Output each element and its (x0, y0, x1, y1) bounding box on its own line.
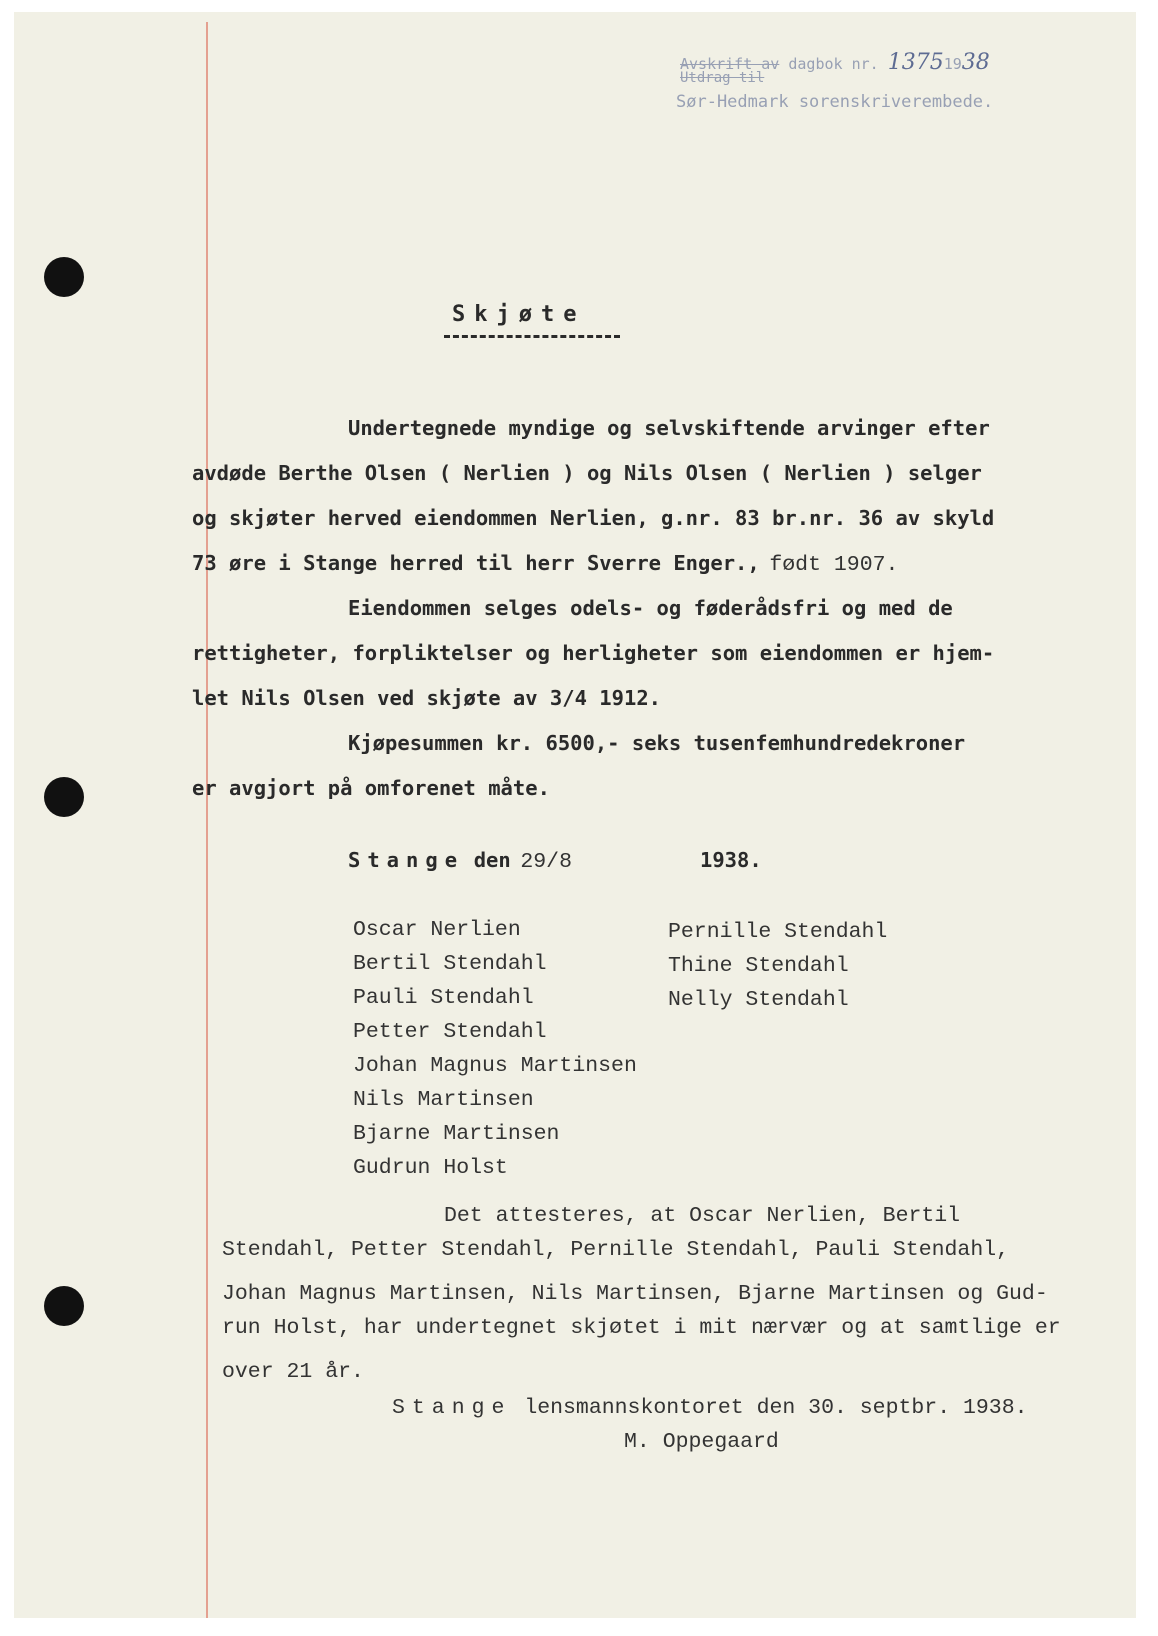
document-page (14, 12, 1136, 1618)
attestation-line: over 21 år. (222, 1360, 364, 1384)
paragraph2-line: Eiendommen selges odels- og føderådsfri og med de (348, 596, 953, 620)
place-date-year: 1938. (700, 848, 762, 872)
signature-name: Oscar Nerlien (353, 918, 521, 942)
title-underline (444, 335, 620, 338)
paragraph1-line: avdøde Berthe Olsen ( Nerlien ) og Nils Olsen ( Nerlien ) selger (192, 461, 982, 485)
stamp-year-suffix: 38 (961, 50, 990, 75)
attestation-office-date: lensmannskontoret den 30. septbr. 1938. (524, 1396, 1028, 1420)
paragraph1-line: Undertegnede myndige og selvskiftende arvinger efter (348, 416, 990, 440)
signature-name: Thine Stendahl (668, 954, 849, 978)
registry-stamp-line2: Utdrag til (680, 70, 765, 86)
signature-name: Johan Magnus Martinsen (353, 1054, 637, 1078)
stamp-dagbok-number: 1375 (887, 50, 944, 75)
stamp-year-prefix: 19 (943, 55, 962, 73)
place-name: Stange (348, 848, 465, 872)
red-margin-line (206, 22, 208, 1618)
signature-name: Gudrun Holst (353, 1156, 508, 1180)
paragraph3-line: er avgjort på omforenet måte. (192, 776, 550, 800)
paragraph1-line: og skjøter herved eiendommen Nerlien, g.nr. 83 br.nr. 36 av skyld (192, 506, 995, 530)
signature-name: Pauli Stendahl (353, 986, 534, 1010)
paragraph1-last-line (192, 551, 898, 577)
den-word: den (473, 848, 511, 872)
signature-name: Nils Martinsen (353, 1088, 534, 1112)
attestation-line: run Holst, har undertegnet skjøtet i mit nærvær og at samtlige er (222, 1316, 1061, 1340)
punch-hole-icon (44, 1286, 84, 1326)
paragraph2-line: rettigheter, forpliktelser og herligheter som eiendommen er hjem- (192, 641, 995, 665)
attestation-line: Det attesteres, at Oscar Nerlien, Bertil (444, 1204, 961, 1228)
paragraph3-line: Kjøpesummen kr. 6500,- seks tusenfemhundredekroner (348, 731, 966, 755)
stamp-prefix: Avskrift av (680, 55, 780, 73)
attestation-signer: M. Oppegaard (624, 1430, 779, 1454)
punch-hole-icon (44, 777, 84, 817)
punch-hole-icon (44, 257, 84, 297)
registry-stamp-office: Sør-Hedmark sorenskriverembede. (676, 92, 994, 112)
signature-name: Petter Stendahl (353, 1020, 547, 1044)
signature-name: Bertil Stendahl (353, 952, 547, 976)
stamp-dagbok-label: dagbok nr. (788, 55, 879, 73)
place-date-line (348, 848, 572, 874)
attestation-line: Stendahl, Petter Stendahl, Pernille Stendahl, Pauli Stendahl, (222, 1238, 1010, 1262)
born-year-text: født 1907. (769, 553, 899, 577)
signature-name: Bjarne Martinsen (353, 1122, 560, 1146)
paragraph2-line: let Nils Olsen ved skjøte av 3/4 1912. (192, 686, 661, 710)
document-title: Skjøte (452, 302, 586, 327)
attestation-line: Johan Magnus Martinsen, Nils Martinsen, Bjarne Martinsen og Gud- (222, 1282, 1048, 1306)
attestation-place-line (392, 1396, 1028, 1420)
signature-name: Nelly Stendahl (668, 988, 849, 1012)
place-date-date: 29/8 (520, 850, 572, 874)
attestation-place: Stange (392, 1396, 512, 1420)
signature-name: Pernille Stendahl (668, 920, 888, 944)
paragraph1-line: 73 øre i Stange herred til herr Sverre Enger., (192, 551, 760, 575)
